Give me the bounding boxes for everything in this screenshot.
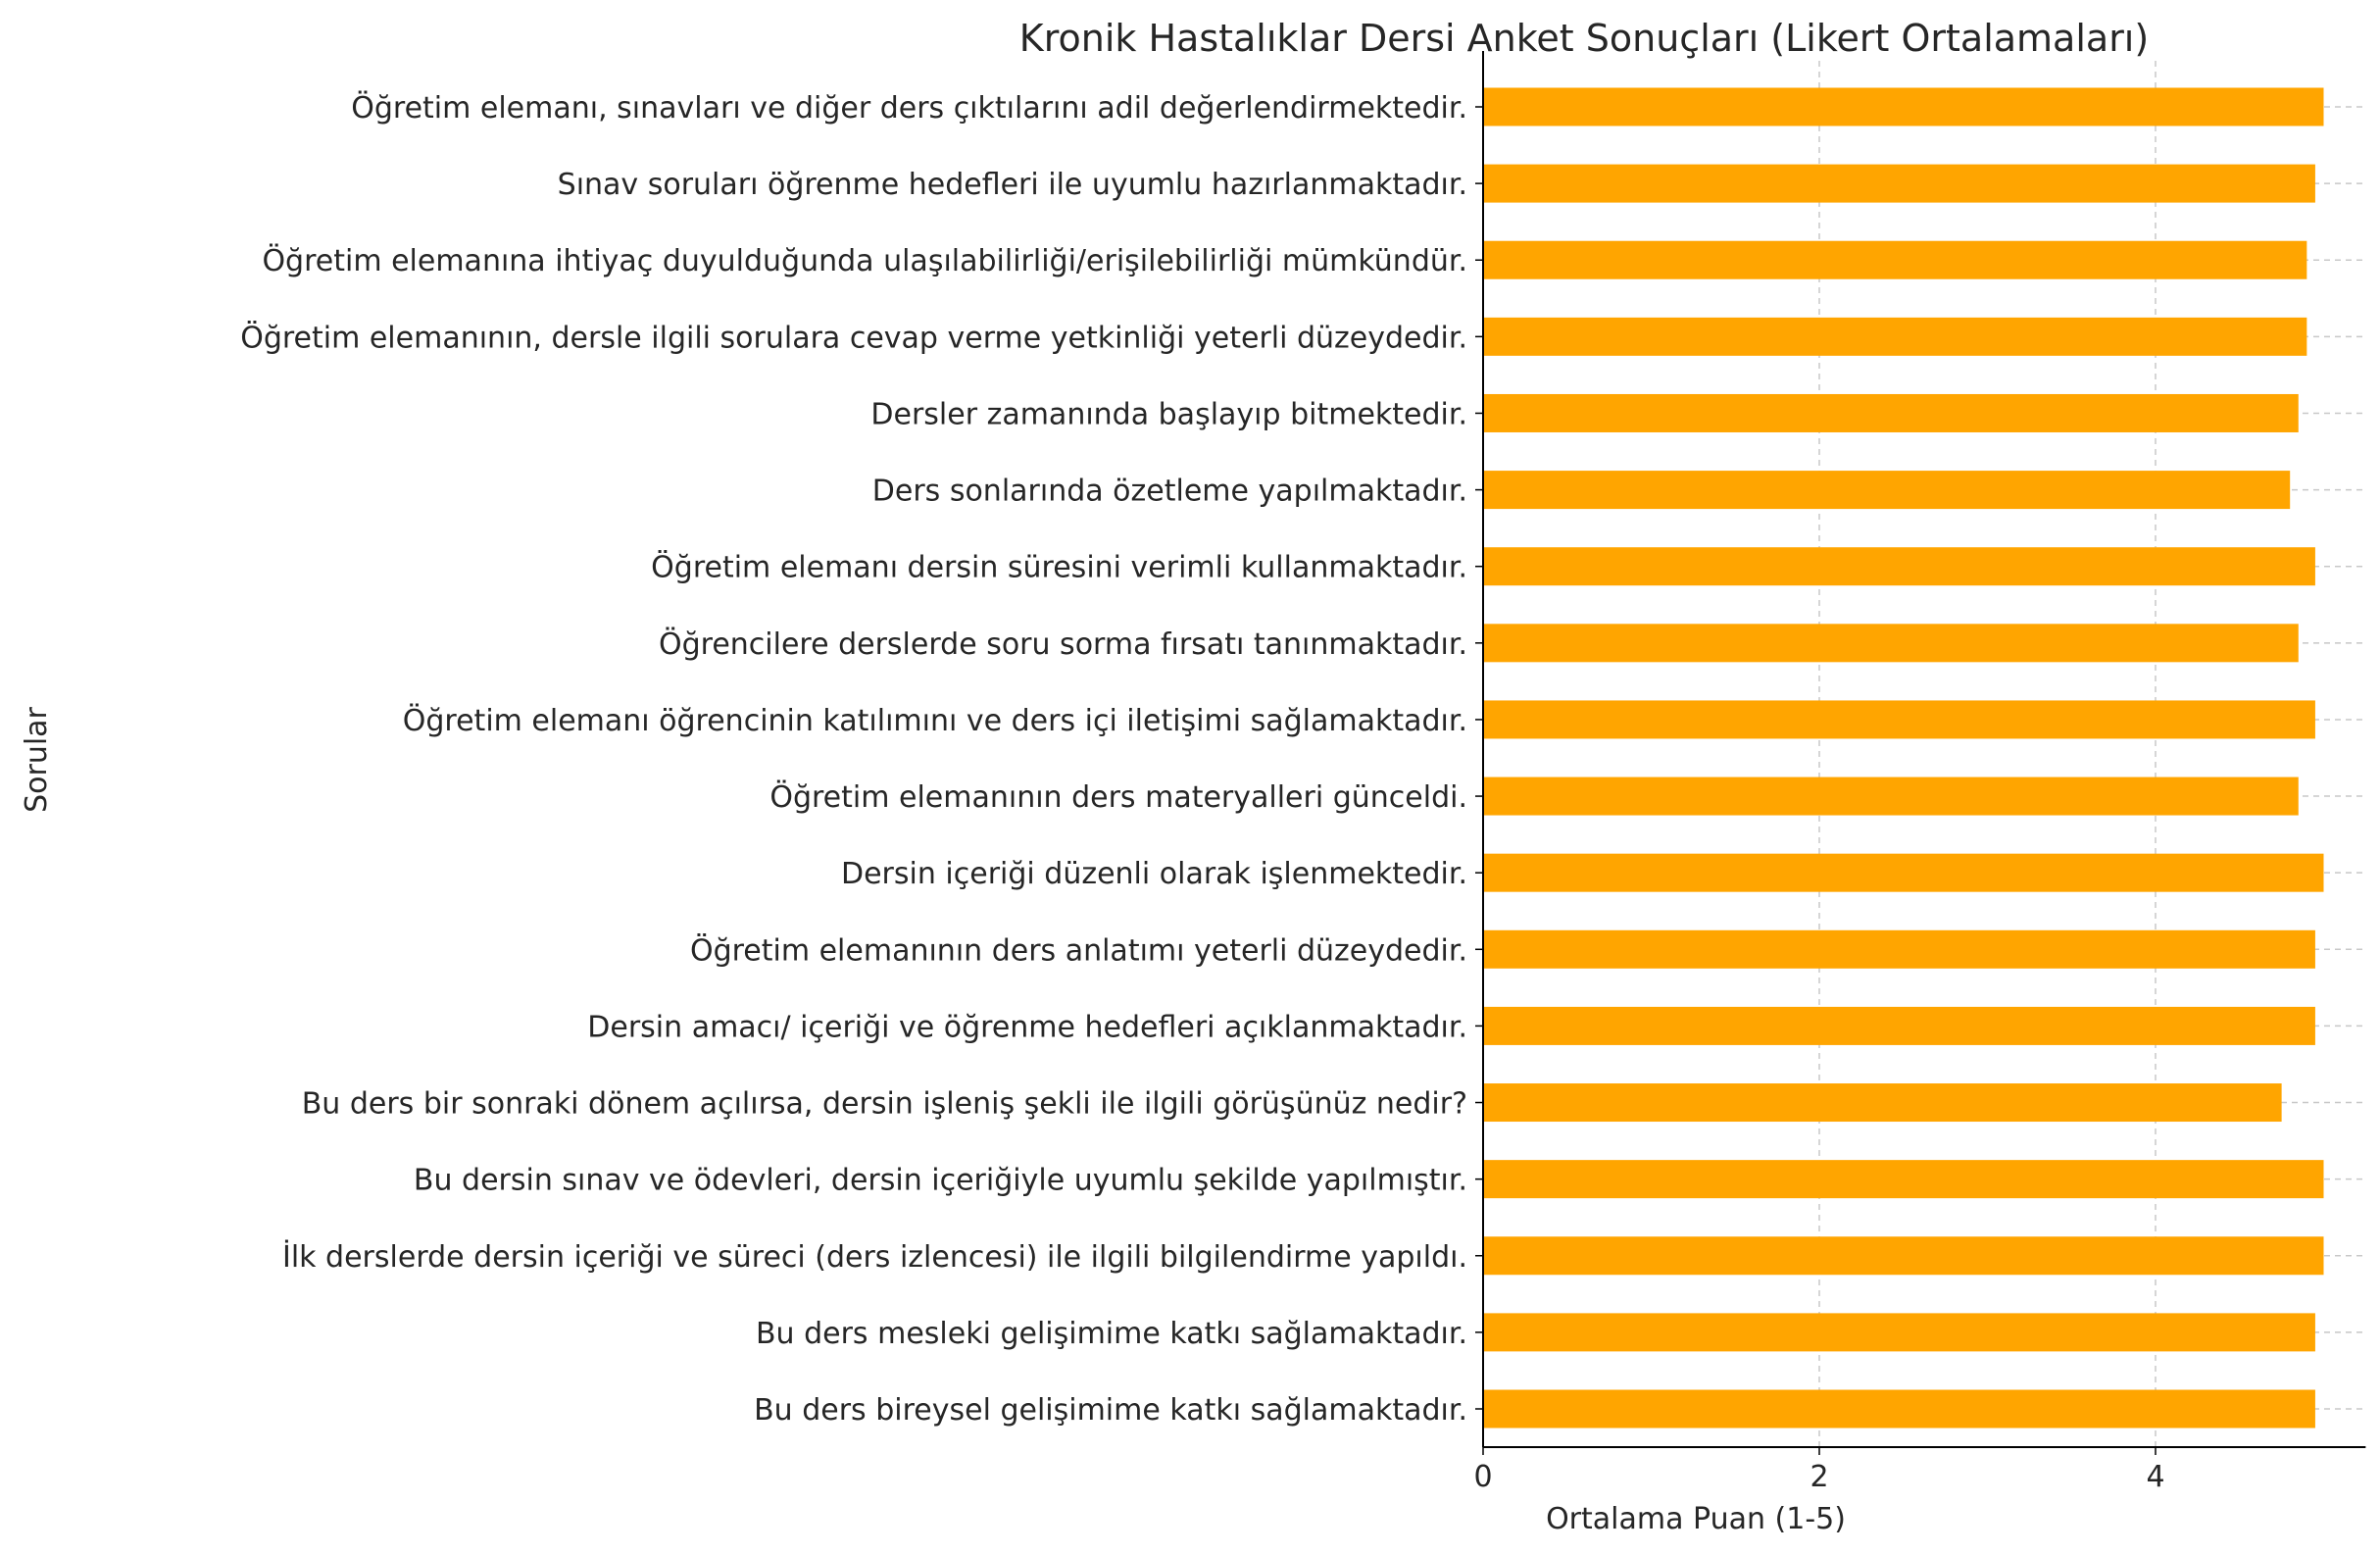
y-tick-label: Ders sonlarında özetleme yapılmaktadır. [871,474,1467,509]
bar [1483,318,2306,356]
y-tick-label: İlk derslerde dersin içeriği ve süreci (ders izlencesi) ile ilgili bilgilendirme yapıldı. [281,1239,1467,1275]
y-tick-label: Öğretim elemanı dersin süresini verimli kullanmaktadır. [651,550,1467,585]
y-tick-label: Sınav soruları öğrenme hedefleri ile uyumlu hazırlanmaktadır. [557,168,1467,203]
y-axis-label: Sorular [20,707,54,813]
y-tick-label: Öğretim elemanına ihtiyaç duyulduğunda ulaşılabilirliği/erişilebilirliği mümkündür. [262,244,1467,279]
y-tick-label: Dersler zamanında başlayıp bitmektedir. [870,397,1467,432]
bar [1483,165,2315,203]
x-tick-label: 2 [1810,1460,1829,1494]
y-tick-label: Bu dersin sınav ve ödevleri, dersin içeriğiyle uyumlu şekilde yapılmıştır. [413,1163,1467,1198]
y-tick-label: Öğretim elemanının ders materyalleri günceldi. [769,780,1467,816]
y-tick-label: Öğretim elemanının, dersle ilgili sorulara cevap verme yetkinliği yeterli düzeydedir. [240,321,1467,356]
y-tick-label: Öğrencilere derslerde soru sorma fırsatı tanınmaktadır. [659,627,1467,662]
bar [1483,241,2306,279]
bar [1483,700,2315,738]
bar [1483,547,2315,585]
bar [1483,471,2290,509]
bar [1483,1390,2315,1429]
bar [1483,777,2299,816]
bar [1483,1160,2324,1198]
y-tick-label: Dersin içeriği düzenli olarak işlenmektedir. [841,857,1467,892]
y-tick-label: Öğretim elemanı, sınavları ve diğer ders çıktılarını adil değerlendirmektedir. [351,91,1467,125]
y-tick-label: Dersin amacı/ içeriği ve öğrenme hedefleri açıklanmaktadır. [587,1010,1467,1045]
bar [1483,88,2324,126]
bar [1483,1007,2315,1045]
y-tick-label: Bu ders bireysel gelişimime katkı sağlamaktadır. [754,1393,1467,1428]
x-tick-label: 4 [2146,1460,2165,1494]
bar [1483,930,2315,969]
x-tick-label: 0 [1473,1460,1493,1494]
y-tick-label: Bu ders bir sonraki dönem açılırsa, dersin işleniş şekli ile ilgili görüşünüz nedir? [301,1086,1467,1122]
y-tick-label: Öğretim elemanının ders anlatımı yeterli düzeydedir. [689,933,1467,969]
y-tick-label: Öğretim elemanı öğrencinin katılımını ve ders içi iletişimi sağlamaktadır. [402,703,1467,738]
chart-title: Kronik Hastalıklar Dersi Anket Sonuçları (Likert Ortalamaları) [1018,17,2150,60]
x-axis-label: Ortalama Puan (1-5) [1546,1502,1846,1536]
bar [1483,394,2299,432]
y-tick-label: Bu ders mesleki gelişimime katkı sağlamaktadır. [755,1316,1467,1351]
bar [1483,624,2299,662]
bar [1483,1313,2315,1351]
bar [1483,1083,2282,1122]
bar [1483,1236,2324,1275]
bar [1483,854,2324,892]
